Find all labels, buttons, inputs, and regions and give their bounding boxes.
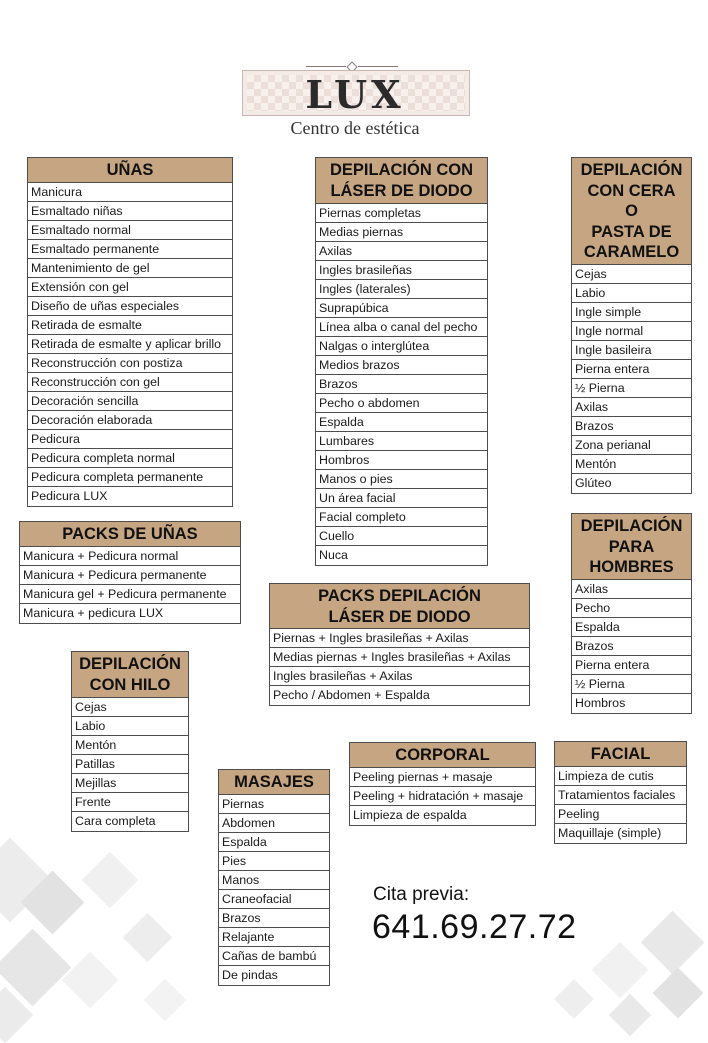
list-item: Pedicura: [28, 430, 232, 449]
list-item: Línea alba o canal del pecho: [316, 318, 487, 337]
list-item: Pierna entera: [572, 360, 691, 379]
decor-square: [653, 968, 704, 1019]
service-list: [72, 698, 188, 831]
list-item: Manicura gel + Pedicura permanente: [20, 585, 240, 604]
list-item: Peeling piernas + masaje: [350, 768, 535, 787]
list-item: Craneofacial: [219, 890, 329, 909]
list-item: Hombros: [316, 451, 487, 470]
list-item: Pedicura completa normal: [28, 449, 232, 468]
list-item: ½ Pierna: [572, 675, 691, 694]
list-item: Suprapúbica: [316, 299, 487, 318]
decor-square: [82, 852, 139, 909]
service-list: [20, 547, 240, 623]
list-item: Abdomen: [219, 814, 329, 833]
list-item: Piernas completas: [316, 204, 487, 223]
list-item: Decoración sencilla: [28, 392, 232, 411]
list-item: ½ Pierna: [572, 379, 691, 398]
list-item: Medias piernas + Ingles brasileñas + Axilas: [270, 648, 529, 667]
list-item: Limpieza de espalda: [353, 808, 467, 822]
section-title: DEPILACIÓN CON LÁSER DE DIODO: [316, 158, 487, 204]
section-title: DEPILACIÓN PARA HOMBRES: [572, 514, 691, 580]
list-item: Ingles brasileñas: [316, 261, 487, 280]
list-item: Ingles (laterales): [316, 280, 487, 299]
list-item: Manos: [219, 871, 329, 890]
section-title: DEPILACIÓN CON HILO: [72, 652, 188, 698]
service-list: [270, 629, 529, 705]
brand-logo: [240, 62, 470, 142]
list-item: Pedicura completa permanente: [28, 468, 232, 487]
decor-square: [641, 911, 705, 975]
list-item: Brazos: [316, 375, 487, 394]
list-item: Medios brazos: [316, 356, 487, 375]
list-item: Cuello: [316, 527, 487, 546]
list-item: Reconstrucción con gel: [28, 373, 232, 392]
list-item: Tratamientos faciales: [555, 786, 686, 805]
list-item: Manos o pies: [316, 470, 487, 489]
brand-tagline: Centro de estética: [290, 118, 420, 138]
list-item: Frente: [72, 793, 188, 812]
list-item: Relajante: [219, 928, 329, 947]
decor-square: [144, 979, 186, 1021]
section-facial: [554, 741, 687, 844]
list-item: Brazos: [572, 637, 691, 656]
service-list: [316, 204, 487, 565]
list-item: Espalda: [572, 618, 691, 637]
list-item: Ingle basileira: [572, 341, 691, 360]
list-item: Esmaltado niñas: [28, 202, 232, 221]
list-item: Brazos: [219, 909, 329, 928]
list-item: Piernas + Ingles brasileñas + Axilas: [270, 629, 529, 648]
section-title: DEPILACIÓN CON CERA O PASTA DE CARAMELO: [572, 158, 691, 265]
list-item: Axilas: [572, 580, 691, 599]
list-item: Pierna entera: [572, 656, 691, 675]
list-item: Peeling: [555, 805, 686, 824]
decor-square: [123, 913, 172, 962]
list-item: Espalda: [316, 413, 487, 432]
section-hilo: [71, 651, 189, 832]
list-item: Zona perianal: [572, 436, 691, 455]
appointment-label: Cita previa:: [373, 884, 470, 905]
list-item: Cara completa: [75, 814, 156, 828]
list-item: Pecho: [572, 599, 691, 618]
list-item: Piernas: [219, 795, 329, 814]
logo-ornament-line: [306, 66, 346, 67]
section-title: UÑAS: [28, 158, 232, 183]
list-item: Hombros: [575, 696, 626, 710]
list-item: Retirada de esmalte y aplicar brillo: [28, 335, 232, 354]
brand-name: LUX: [305, 72, 405, 117]
service-list: [350, 768, 535, 825]
list-item: Medias piernas: [316, 223, 487, 242]
list-item: Mejillas: [72, 774, 188, 793]
list-item: Manicura: [28, 183, 232, 202]
service-list: [572, 265, 691, 493]
list-item: Ingle normal: [572, 322, 691, 341]
list-item: Cejas: [72, 698, 188, 717]
section-hombres: [571, 513, 692, 714]
section-title: PACKS DEPILACIÓN LÁSER DE DIODO: [270, 584, 529, 629]
list-item: Pedicura LUX: [31, 489, 108, 503]
list-item: De pindas: [222, 968, 278, 982]
logo-ornament-line: [358, 66, 398, 67]
list-item: Manicura + Pedicura normal: [20, 547, 240, 566]
service-list: [572, 580, 691, 713]
section-title: CORPORAL: [350, 743, 535, 768]
section-title: PACKS DE UÑAS: [20, 522, 240, 547]
list-item: Un área facial: [316, 489, 487, 508]
section-laser: [315, 157, 488, 566]
list-item: Axilas: [316, 242, 487, 261]
list-item: Limpieza de cutis: [555, 767, 686, 786]
list-item: Maquillaje (simple): [558, 826, 662, 840]
section-cera: [571, 157, 692, 494]
decor-square: [62, 952, 119, 1009]
list-item: Glúteo: [575, 476, 612, 490]
section-masajes: [218, 769, 330, 986]
list-item: Nuca: [319, 548, 348, 562]
list-item: Cejas: [572, 265, 691, 284]
list-item: Mentón: [572, 455, 691, 474]
list-item: Retirada de esmalte: [28, 316, 232, 335]
service-list: [219, 795, 329, 985]
list-item: Labio: [72, 717, 188, 736]
appointment-phone: 641.69.27.72: [372, 908, 577, 946]
list-item: Pies: [219, 852, 329, 871]
list-item: Manicura + pedicura LUX: [23, 606, 164, 620]
list-item: Mantenimiento de gel: [28, 259, 232, 278]
list-item: Labio: [572, 284, 691, 303]
list-item: Esmaltado permanente: [28, 240, 232, 259]
section-unas: [27, 157, 233, 507]
service-list: [555, 767, 686, 843]
list-item: Extensión con gel: [28, 278, 232, 297]
list-item: Brazos: [572, 417, 691, 436]
list-item: Patillas: [72, 755, 188, 774]
list-item: Decoración elaborada: [28, 411, 232, 430]
list-item: Mentón: [72, 736, 188, 755]
list-item: Lumbares: [316, 432, 487, 451]
section-title: FACIAL: [555, 742, 686, 767]
list-item: Manicura + Pedicura permanente: [20, 566, 240, 585]
list-item: Ingles brasileñas + Axilas: [270, 667, 529, 686]
service-list: [28, 183, 232, 506]
list-item: Axilas: [572, 398, 691, 417]
section-packs-laser: [269, 583, 530, 706]
list-item: Pecho / Abdomen + Espalda: [273, 688, 430, 702]
list-item: Nalgas o interglútea: [316, 337, 487, 356]
decor-square: [554, 979, 594, 1019]
decor-square: [592, 942, 649, 999]
list-item: Espalda: [219, 833, 329, 852]
list-item: Reconstrucción con postiza: [28, 354, 232, 373]
list-item: Peeling + hidratación + masaje: [350, 787, 535, 806]
list-item: Pecho o abdomen: [316, 394, 487, 413]
section-title: MASAJES: [219, 770, 329, 795]
list-item: Ingle simple: [572, 303, 691, 322]
section-corporal: [349, 742, 536, 826]
list-item: Diseño de uñas especiales: [28, 297, 232, 316]
section-packs-unas: [19, 521, 241, 624]
decor-square: [609, 994, 651, 1036]
list-item: Esmaltado normal: [28, 221, 232, 240]
list-item: Facial completo: [316, 508, 487, 527]
list-item: Cañas de bambú: [219, 947, 329, 966]
